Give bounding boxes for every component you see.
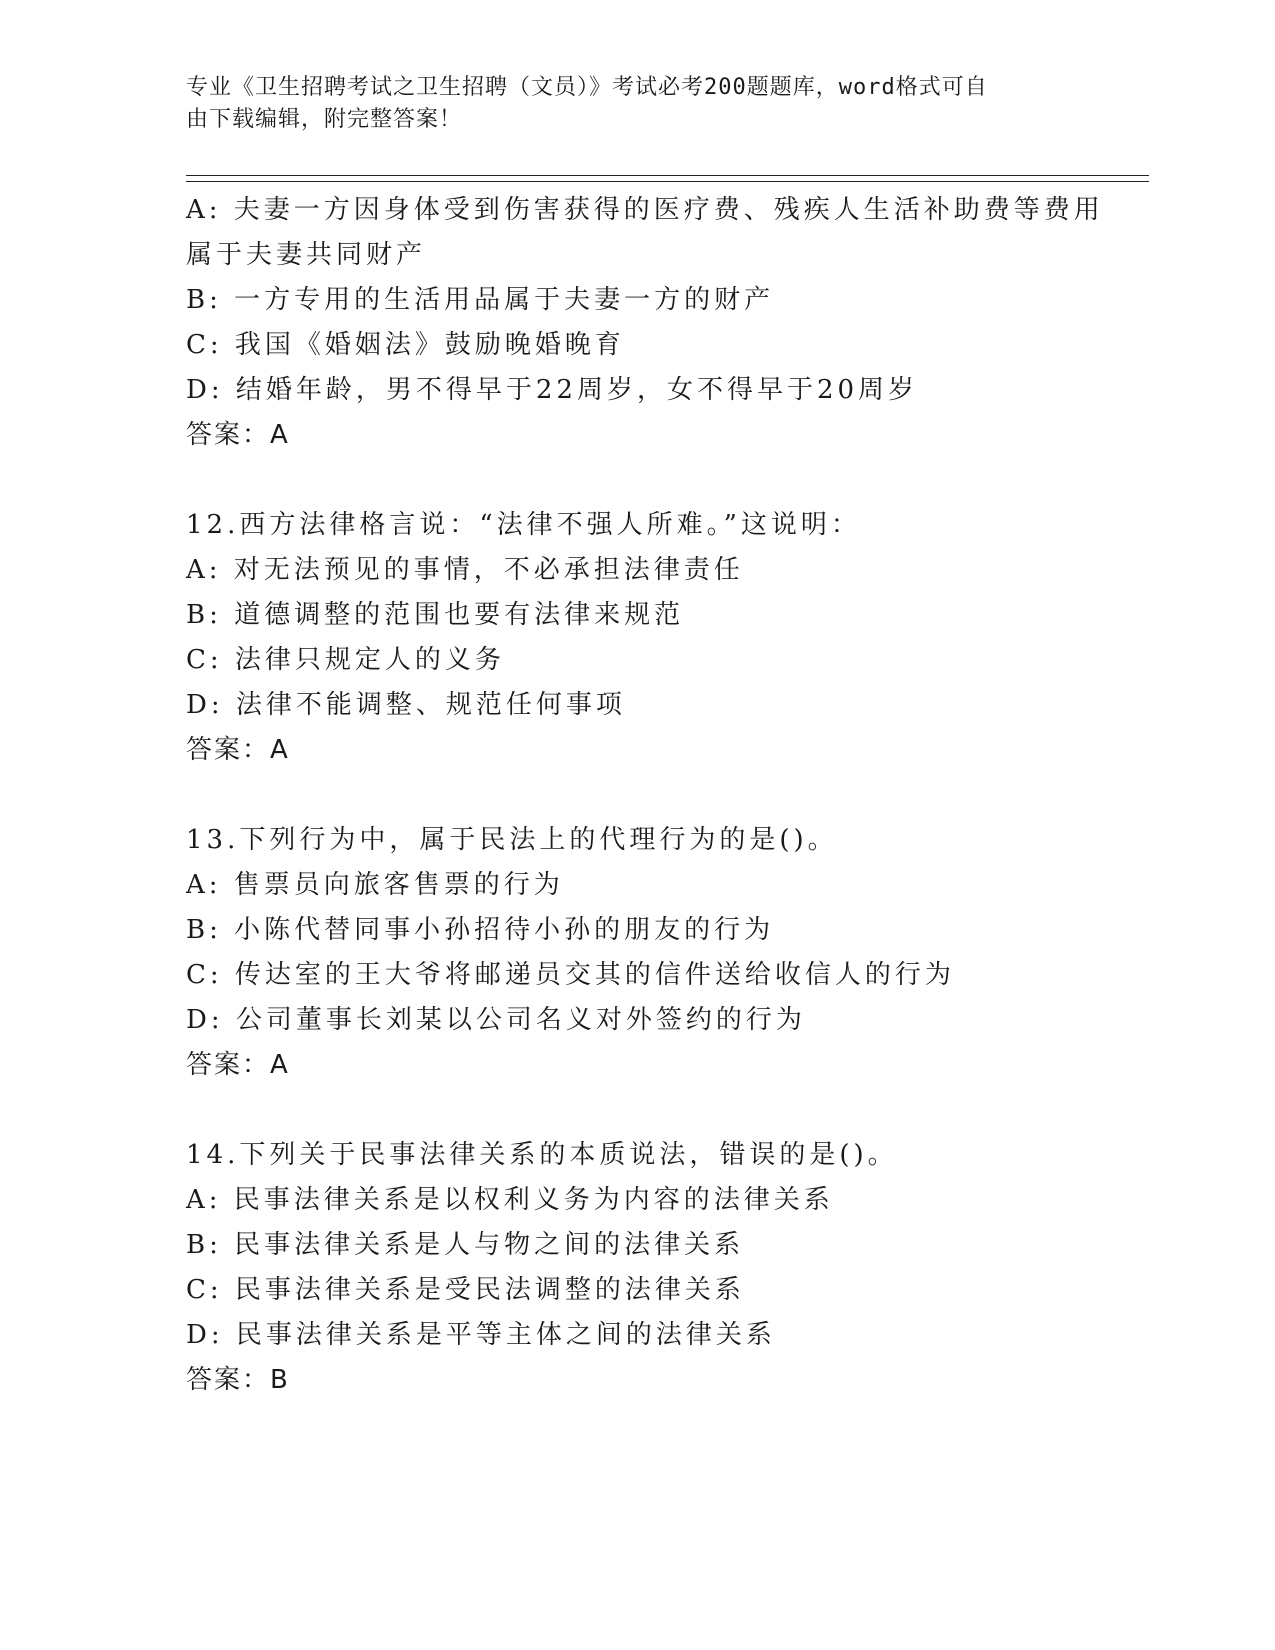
- answer: 答案：A: [186, 735, 290, 765]
- question-stem: 12.西方法律格言说：“法律不强人所难。”这说明：: [186, 510, 861, 540]
- question-stem: 14.下列关于民事法律关系的本质说法，错误的是()。: [186, 1140, 898, 1170]
- option-c: C: 传达室的王大爷将邮递员交其的信件送给收信人的行为: [186, 960, 955, 990]
- question-stem: 13.下列行为中，属于民法上的代理行为的是()。: [186, 825, 838, 855]
- question-11: [186, 188, 1104, 458]
- header-line-1: 专业《卫生招聘考试之卫生招聘（文员）》考试必考200题题库，word格式可自: [186, 75, 988, 100]
- question-list: [186, 188, 1104, 1403]
- question-12: [186, 503, 1086, 773]
- option-a-line-1: A: 夫妻一方因身体受到伤害获得的医疗费、残疾人生活补助费等费用: [186, 195, 1104, 225]
- option-b: B: 民事法律关系是人与物之间的法律关系: [186, 1230, 745, 1260]
- option-d: D: 结婚年龄，男不得早于22周岁，女不得早于20周岁: [186, 375, 919, 405]
- header-divider-top: [186, 175, 1149, 176]
- header-divider-bottom: [186, 181, 1149, 182]
- header-line-2: 由下载编辑，附完整答案！: [186, 107, 463, 132]
- option-c: C: 我国《婚姻法》鼓励晚婚晚育: [186, 330, 625, 360]
- option-c: C: 民事法律关系是受民法调整的法律关系: [186, 1275, 745, 1305]
- option-b: B: 道德调整的范围也要有法律来规范: [186, 600, 685, 630]
- option-b: B: 一方专用的生活用品属于夫妻一方的财产: [186, 285, 775, 315]
- option-a: A: 民事法律关系是以权利义务为内容的法律关系: [186, 1185, 834, 1215]
- option-a-line-2: 属于夫妻共同财产: [186, 240, 427, 270]
- question-13: [186, 818, 1086, 1088]
- answer: 答案：A: [186, 420, 290, 450]
- option-d: D: 公司董事长刘某以公司名义对外签约的行为: [186, 1005, 806, 1035]
- option-a: A: 售票员向旅客售票的行为: [186, 870, 564, 900]
- document-header: [186, 72, 1066, 136]
- option-a: A: 对无法预见的事情，不必承担法律责任: [186, 555, 744, 585]
- answer: 答案：B: [186, 1365, 290, 1395]
- question-14: [186, 1133, 1086, 1403]
- answer: 答案：A: [186, 1050, 290, 1080]
- option-c: C: 法律只规定人的义务: [186, 645, 505, 675]
- option-d: D: 法律不能调整、规范任何事项: [186, 690, 626, 720]
- option-b: B: 小陈代替同事小孙招待小孙的朋友的行为: [186, 915, 775, 945]
- option-d: D: 民事法律关系是平等主体之间的法律关系: [186, 1320, 776, 1350]
